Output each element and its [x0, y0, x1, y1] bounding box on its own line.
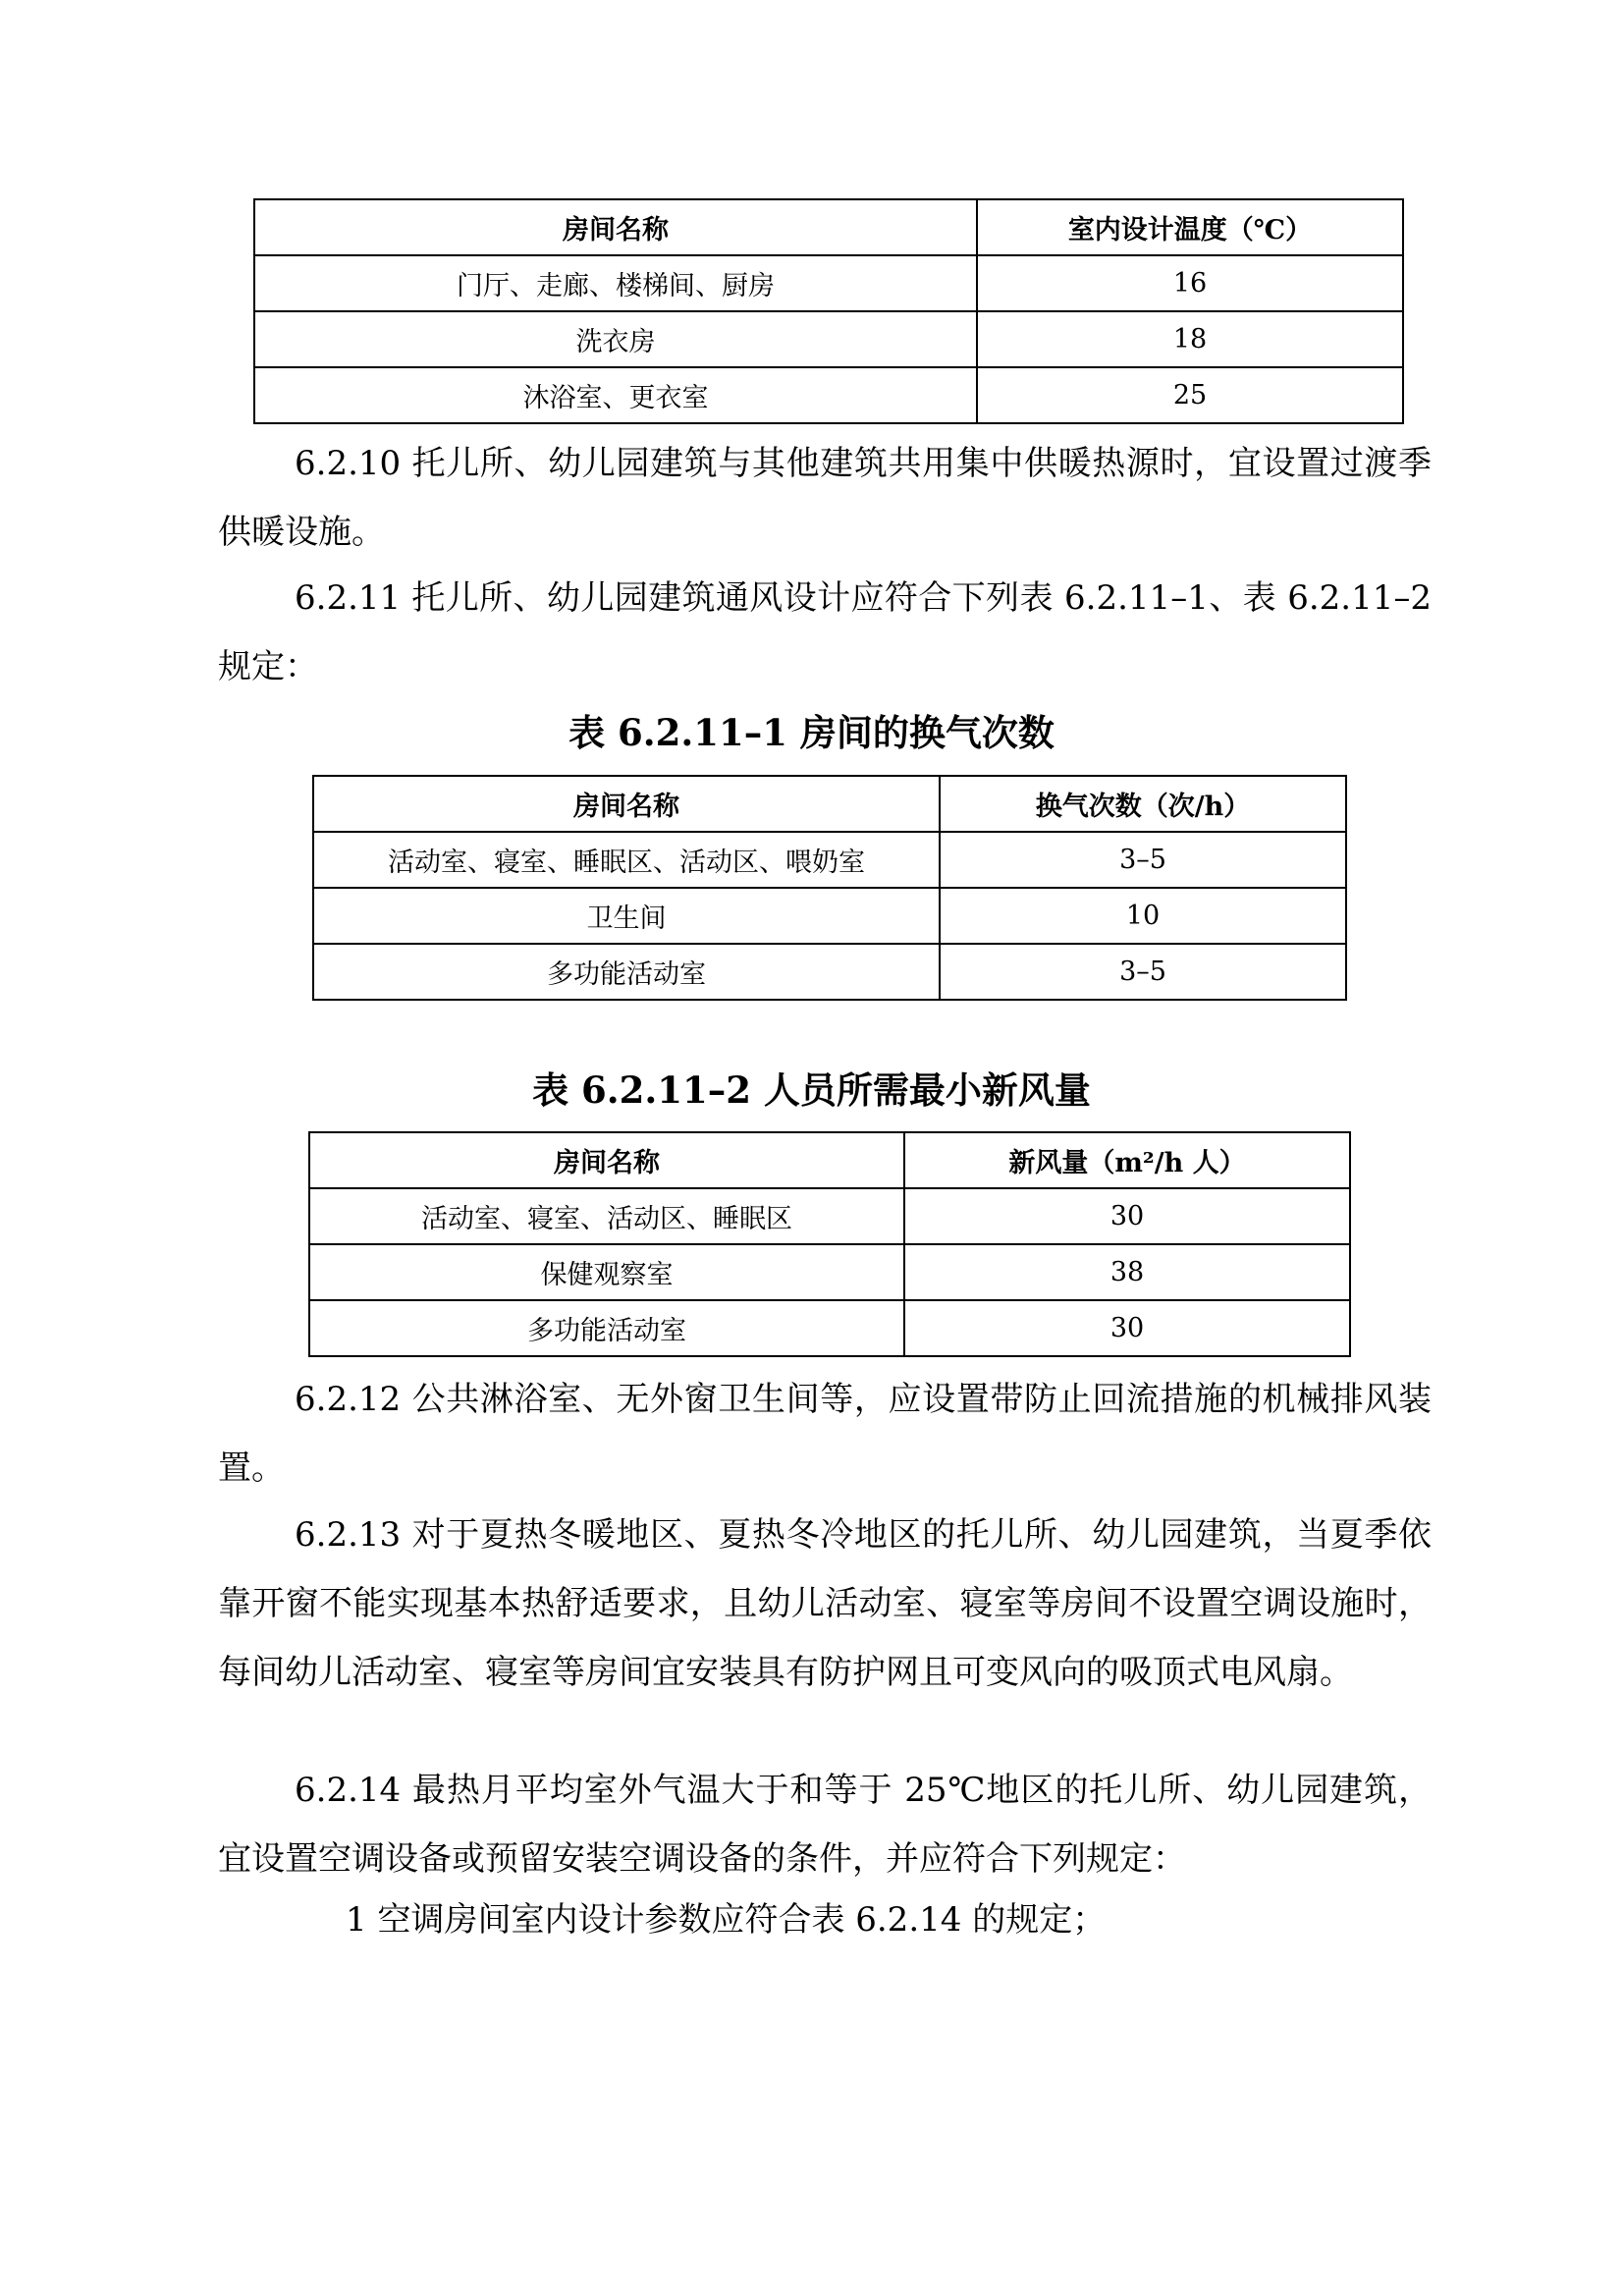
clause-6-2-14: 6.2.14 最热月平均室外气温大于和等于 25℃地区的托儿所、幼儿园建筑，宜设置空调设备或预留安装空调设备的条件，并应符合下列规定：: [218, 1771, 1432, 1879]
fresh-air-cell: 30: [904, 1188, 1350, 1244]
table-row: [254, 255, 1403, 311]
column-header-fresh-air-volume: 新风量（m²/h 人）: [904, 1132, 1350, 1188]
table-row: [309, 1300, 1350, 1356]
table-title-air-change: 表 6.2.11–1 房间的换气次数: [568, 711, 1055, 754]
column-header-room-name: 房间名称: [254, 199, 977, 255]
column-header-room-name: 房间名称: [309, 1132, 904, 1188]
air-change-cell: 3–5: [940, 832, 1346, 888]
room-name-cell: 活动室、寝室、睡眠区、活动区、喂奶室: [313, 832, 940, 888]
table-row: [309, 1188, 1350, 1244]
air-change-cell: 10: [940, 888, 1346, 944]
table-header-row: [313, 776, 1346, 832]
temperature-cell: 18: [977, 311, 1403, 367]
clause-6-2-14-item-1: 1 空调房间室内设计参数应符合表 6.2.14 的规定；: [346, 1900, 1107, 1940]
room-name-cell: 洗衣房: [254, 311, 977, 367]
temperature-cell: 25: [977, 367, 1403, 423]
table-row: [309, 1244, 1350, 1300]
temperature-cell: 16: [977, 255, 1403, 311]
air-change-table: [312, 775, 1347, 1001]
table-header-row: [309, 1132, 1350, 1188]
table-row: [313, 832, 1346, 888]
clause-6-2-13: 6.2.13 对于夏热冬暖地区、夏热冬冷地区的托儿所、幼儿园建筑，当夏季依靠开窗不能实现基本热舒适要求，且幼儿活动室、寝室等房间不设置空调设施时，每间幼儿活动室、寝室等房间宜安装具有防护网且可变风向的吸顶式电风扇。: [218, 1515, 1432, 1692]
column-header-room-name: 房间名称: [313, 776, 940, 832]
clause-6-2-12: 6.2.12 公共淋浴室、无外窗卫生间等，应设置带防止回流措施的机械排风装置。: [218, 1380, 1432, 1488]
clause-6-2-10: 6.2.10 托儿所、幼儿园建筑与其他建筑共用集中供暖热源时，宜设置过渡季供暖设施。: [218, 444, 1432, 552]
clause-6-2-11: 6.2.11 托儿所、幼儿园建筑通风设计应符合下列表 6.2.11–1、表 6.2.11–2 规定：: [218, 578, 1432, 686]
room-name-cell: 沐浴室、更衣室: [254, 367, 977, 423]
column-header-air-change-rate: 换气次数（次/h）: [940, 776, 1346, 832]
table-row: [313, 888, 1346, 944]
air-change-cell: 3–5: [940, 944, 1346, 1000]
room-name-cell: 卫生间: [313, 888, 940, 944]
temperature-table: [253, 198, 1404, 424]
table-row: [254, 367, 1403, 423]
table-row: [313, 944, 1346, 1000]
table-title-fresh-air: 表 6.2.11–2 人员所需最小新风量: [532, 1068, 1091, 1112]
column-header-design-temperature: 室内设计温度（℃）: [977, 199, 1403, 255]
room-name-cell: 门厅、走廊、楼梯间、厨房: [254, 255, 977, 311]
fresh-air-cell: 30: [904, 1300, 1350, 1356]
room-name-cell: 保健观察室: [309, 1244, 904, 1300]
fresh-air-cell: 38: [904, 1244, 1350, 1300]
room-name-cell: 多功能活动室: [309, 1300, 904, 1356]
table-row: [254, 311, 1403, 367]
table-header-row: [254, 199, 1403, 255]
room-name-cell: 活动室、寝室、活动区、睡眠区: [309, 1188, 904, 1244]
room-name-cell: 多功能活动室: [313, 944, 940, 1000]
fresh-air-table: [308, 1131, 1351, 1357]
